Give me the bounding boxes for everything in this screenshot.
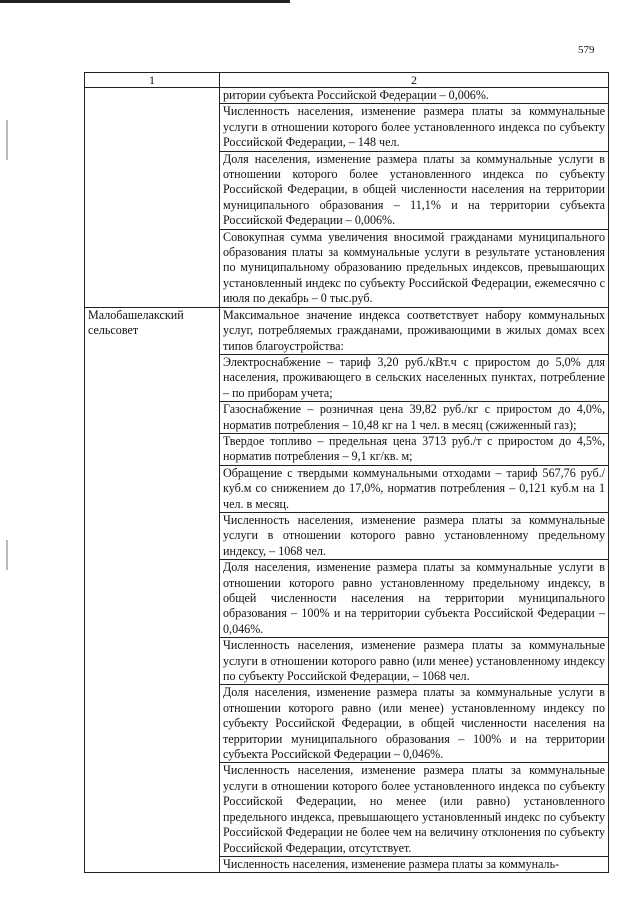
paragraph: Доля населения, изменение размера платы за коммунальные услуги в отношении которого равно установленному предельному индексу, в общей численности населения на территории муниципального образования – 100% и на территории субъекта Российской Федерации – 0,046%. (220, 560, 608, 638)
paragraph: ритории субъекта Российской Федерации – 0,006%. (220, 88, 608, 104)
paragraph: Газоснабжение – розничная цена 39,82 руб./кг с приростом до 4,0%, норматив потребления – 10,48 кг на 1 чел. в месяц (сжиженный газ); (220, 402, 608, 434)
paragraph: Обращение с твердыми коммунальными отходами – тариф 567,76 руб./куб.м со снижением до 17,0%, норматив потребления – 0,121 куб.м на 1 чел. в месяц. (220, 466, 608, 513)
paragraph: Численность населения, изменение размера платы за коммуналь- (223, 856, 560, 871)
paragraph: Численность населения, изменение размера платы за коммунальные услуги в отношении которого равно установленному предельному индексу, – 1068 чел. (220, 513, 608, 560)
table-header-row (85, 73, 609, 88)
indicators-cell (220, 88, 609, 308)
paragraph: Совокупная сумма увеличения вносимой гражданами муниципального образования платы за коммунальные услуги в результате установления по муниципальному образованию предельных индексов, превышающих установленный индекс по субъекту Российской Федерации, ежемесячно с июля по декабрь – 0 тыс.руб. (223, 229, 605, 306)
scan-margin-mark (6, 540, 8, 570)
scan-margin-mark (6, 120, 8, 160)
municipality-cell (85, 307, 220, 873)
column-header-2: 2 (220, 73, 609, 88)
paragraph: Доля населения, изменение размера платы за коммунальные услуги в отношении которого более установленного индекса по субъекту Российской Федерации, в общей численности населения на территории муниципального образования – 11,1% и на территории субъекта Российской Федерации – 0,006%. (220, 152, 608, 230)
paragraph: Твердое топливо – предельная цена 3713 руб./т с приростом до 4,5%, норматив потребления – 9,1 кг/кв. м; (220, 434, 608, 466)
paragraph: Максимальное значение индекса соответствует набору коммунальных услуг, потребляемых гражданами, проживающими в жилых домах всех типов благоустройства: (220, 308, 608, 355)
page-number: 579 (578, 44, 595, 56)
paragraph: Электроснабжение – тариф 3,20 руб./кВт.ч с приростом до 5,0% для населения, проживающего в сельских населенных пунктах, потребление – по приборам учета; (220, 355, 608, 402)
paragraph: Численность населения, изменение размера платы за коммунальные услуги в отношении которого равно (или менее) установленному индексу по субъекту Российской Федерации, – 1068 чел. (220, 638, 608, 685)
top-rule (0, 0, 290, 3)
document-table (84, 72, 609, 873)
paragraph: Численность населения, изменение размера платы за коммунальные услуги в отношении которого более установленного индекса по субъекту Российской Федерации, – 148 чел. (220, 104, 608, 151)
municipality-name: Малобашелакский сельсовет (88, 307, 184, 338)
paragraph: Доля населения, изменение размера платы за коммунальные услуги в отношении которого равно (или менее) установленному индексу по субъекту Российской Федерации, в общей численности населения на территории муниципального образования – 100% и на территории субъекта Российской Федерации – 0,046%. (220, 685, 608, 763)
column-header-1: 1 (85, 73, 220, 88)
indicators-cell (220, 307, 609, 873)
paragraph: Численность населения, изменение размера платы за коммунальные услуги в отношении которого более установленного индекса по субъекту Российской Федерации, но менее (или равно) установленного предельного индекса, превышающего установленный индекс по субъекту Российской Федерации не более чем на величину отклонения по субъекту Российской Федерации, отсутствует. (220, 763, 608, 856)
table-row (85, 88, 609, 308)
municipality-cell-empty (85, 88, 220, 308)
table-row (85, 307, 609, 873)
